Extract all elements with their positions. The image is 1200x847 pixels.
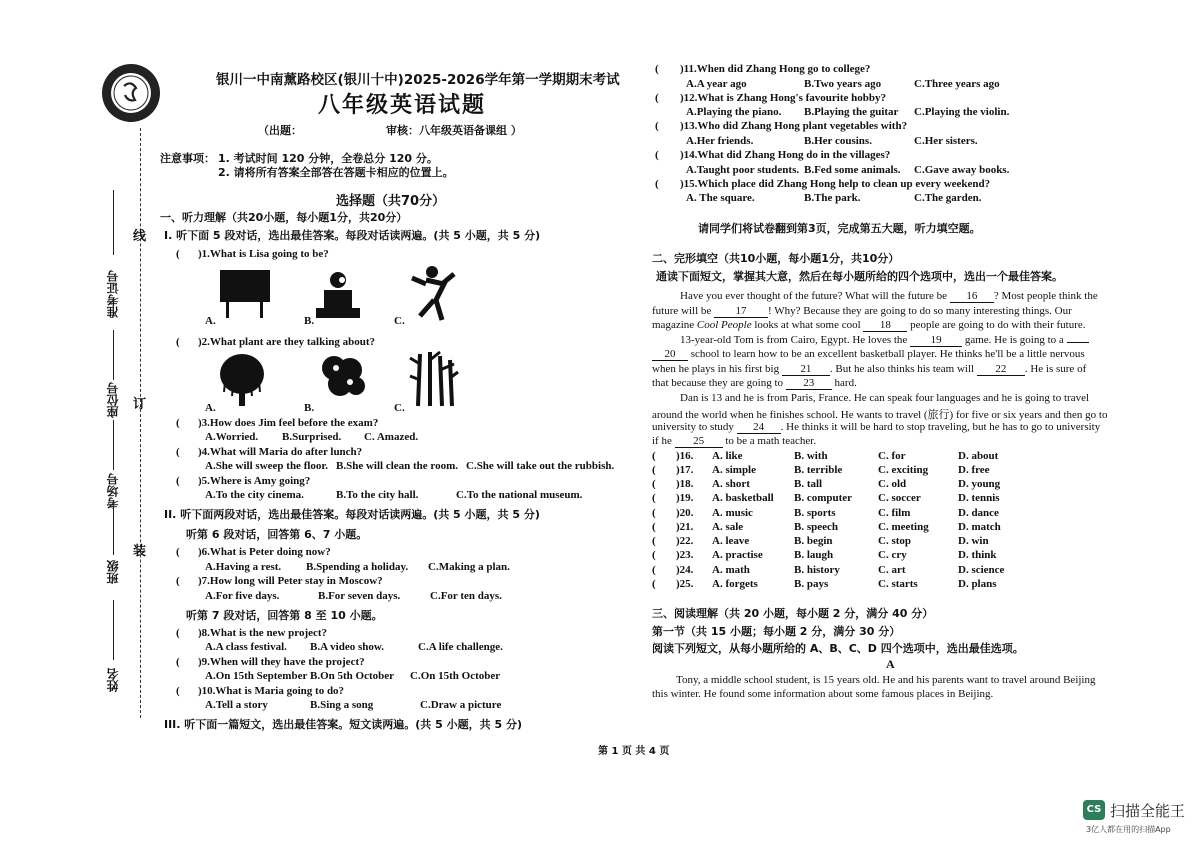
cloze-line-7: that because they are going to 23 hard. [652,377,857,389]
q15-text: )15.Which place did Zhang Hong help to clean up every weekend? [680,178,991,190]
seal-char-3: 装 [133,544,147,559]
cloze-num: )18. [676,478,694,490]
q5-option-b: B.To the city hall. [336,489,419,501]
q9-option-a: A.On 15th September [205,670,308,682]
cloze-opt-a: A. short [712,478,750,490]
cloze-opt-b: B. begin [794,535,833,547]
notice-1: 1. 考试时间 120 分钟，全卷总分 120 分。 [218,152,438,165]
q11-option-a: A.A year ago [686,78,747,90]
cloze-opt-d: D. about [958,450,999,462]
q11-option-c: C.Three years ago [914,78,1000,90]
cloze-opt-a: A. basketball [712,492,774,504]
q7-option-c: C.For ten days. [430,590,502,602]
part2-directions: 通读下面短文，掌握其大意，然后在每小题所给的四个选项中，选出一个最佳答案。 [656,270,1063,283]
school-seal-logo [100,62,162,124]
cloze-opt-b: B. tall [794,478,823,490]
q9-text: )9.When will they have the project? [198,656,365,668]
listening-sec-II: II. 听下面两段对话，选出最佳答案。每段对话读两遍。(共 5 小题，共 5 分) [164,508,540,521]
cloze-opt-d: D. win [958,535,989,547]
q14-option-a: A.Taught poor students. [686,164,800,176]
q7-option-a: A.For five days. [205,590,280,602]
cloze-opt-c: C. art [878,564,906,576]
cloze-opt-c: C. film [878,507,911,519]
q6-option-b: B.Spending a holiday. [306,561,409,573]
part3-section: 第一节（共 15 小题；每小题 2 分，满分 30 分） [652,625,901,638]
q1-c-label: C. [394,315,405,327]
cloze-line-8: Dan is 13 and he is from Paris, France. He can speak four languages and he is going to travel [680,392,1090,404]
q2-a-label: A. [205,402,216,414]
cloze-opt-b: B. terrible [794,464,843,476]
q1-b-label: B. [304,315,315,327]
cloze-line-2: future will be 17 ! Why? Because they are going to do so many interesting things. Our [652,305,1072,317]
part3-heading: 三、阅读理解（共 20 小题，每小题 2 分，满分 40 分） [652,607,934,620]
cloze-opt-b: B. with [794,450,828,462]
q4-text: )4.What will Maria do after lunch? [198,446,363,458]
q14-option-c: C.Gave away books. [914,164,1010,176]
listening-sec-III: III. 听下面一篇短文，选出最佳答案。短文读两遍。(共 5 小题，共 5 分) [164,718,522,731]
cloze-opt-a: A. like [712,450,743,462]
class-label: 班级 [106,560,120,584]
school-line: 银川一中南薰路校区(银川十中)2025-2026学年第一学期期末考试 [216,72,620,88]
notice-2: 2. 请将所有答案全部答在答题卡相应的位置上。 [218,166,454,179]
q3-option-b: B.Surprised. [282,431,342,443]
q2-text: )2.What plant are they talking about? [198,336,376,348]
blank-17: 17 [714,305,768,318]
cloze-line-11: if he 25 to be a math teacher. [652,435,817,447]
q15-option-a: A. The square. [686,192,755,204]
cloze-line-5: 20 school to learn how to be an excellent basketball player. He thinks he'll be a little nervous [652,348,1085,361]
q4-option-c: C.She will take out the rubbish. [466,460,615,472]
page-title: 八年级英语试题 [318,93,487,118]
q1-option-c-dancer-image [408,264,458,327]
cloze-opt-a: A. forgets [712,578,758,590]
cloze-opt-b: B. sports [794,507,836,519]
q9-option-b: B.On 5th October [310,670,395,682]
q12-text: )12.What is Zhang Hong's favourite hobby? [680,92,886,104]
q5-option-c: C.To the national museum. [456,489,583,501]
q2-c-label: C. [394,402,405,414]
q12-paren: ( [655,92,659,104]
cloze-opt-b: B. pays [794,578,829,590]
blank-21: 21 [782,363,830,376]
q11-option-b: B.Two years ago [804,78,882,90]
part3-directions: 阅读下列短文，从每小题所给的 A、B、C、D 四个选项中，选出最佳选项。 [652,642,1024,655]
q13-text: )13.Who did Zhang Hong plant vegetables with? [680,120,908,132]
q1-paren: ( [176,248,180,260]
cloze-num: )21. [676,521,694,533]
name-line [113,600,114,660]
cloze-opt-c: C. for [878,450,906,462]
q1-text: )1.What is Lisa going to be? [198,248,329,260]
exam-room-line [113,420,114,470]
q6-text: )6.What is Peter doing now? [198,546,331,558]
cloze-opt-c: C. exciting [878,464,929,476]
q14-paren: ( [655,149,659,161]
name-label: 姓名 [106,668,120,692]
q11-text: )11.When did Zhang Hong go to college? [680,63,871,75]
part1-heading: 一、听力理解（共20小题，每小题1分，共20分） [160,211,408,224]
cloze-opt-d: D. match [958,521,1001,533]
q8-paren: ( [176,627,180,639]
q8-text: )8.What is the new project? [198,627,328,639]
cloze-opt-d: D. plans [958,578,997,590]
q10-paren: ( [176,685,180,697]
seal-line [140,128,141,718]
q1-option-b-doctor-image [312,268,362,327]
q10-option-b: B.Sing a song [310,699,374,711]
ticket-no-line [113,190,114,255]
blank-22: 22 [977,363,1025,376]
cloze-opt-b: B. computer [794,492,853,504]
blank-19: 19 [910,334,962,347]
cloze-opt-a: A. leave [712,535,750,547]
cloze-opt-a: A. math [712,564,750,576]
q15-option-b: B.The park. [804,192,861,204]
cloze-num: )16. [676,450,694,462]
cloze-line-3: magazine Cool People looks at what some cool 18 people are going to do with their future. [652,319,1086,331]
q2-option-a-willow-tree-image [216,352,268,413]
part2-heading: 二、完形填空（共10小题，每小题1分，共10分） [652,252,900,265]
notice-label: 注意事项： [160,152,215,165]
q15-paren: ( [655,178,659,190]
q7-text: )7.How long will Peter stay in Moscow? [198,575,383,587]
cloze-opt-a: A. music [712,507,753,519]
q12-option-b: B.Playing the guitar [804,106,899,118]
cloze-line-6: when he plays in his first big 21 . But he also thinks his team will 22 . He is sure of [652,363,1087,375]
q6-option-c: C.Making a plan. [428,561,510,573]
cloze-opt-c: C. meeting [878,521,929,533]
seal-char-1: 线 [133,229,147,244]
cloze-line-1: Have you ever thought of the future? What will the future be 16 ? Most people think the [680,290,1098,302]
cloze-line-4: 13-year-old Tom is from Cairo, Egypt. He loves the 19 game. He is going to a [680,334,1089,347]
cloze-opt-d: D. science [958,564,1005,576]
q5-text: )5.Where is Amy going? [198,475,311,487]
cloze-opt-d: D. think [958,549,997,561]
ticket-no-label: 准考证号 [106,270,120,318]
q8-option-c: C.A life challenge. [418,641,503,653]
q10-text: )10.What is Maria going to do? [198,685,345,697]
q1-a-label: A. [205,315,216,327]
q14-option-b: B.Fed some animals. [804,164,901,176]
q3-text: )3.How does Jim feel before the exam? [198,417,379,429]
q13-option-c: C.Her sisters. [914,135,978,147]
cloze-num: )20. [676,507,694,519]
q4-option-a: A.She will sweep the floor. [205,460,329,472]
q2-option-b-fruit-tree-image [316,352,368,413]
q3-paren: ( [176,417,180,429]
q6-option-a: A.Having a rest. [205,561,282,573]
q7-option-b: B.For seven days. [318,590,401,602]
q9-option-c: C.On 15th October [410,670,501,682]
q8-option-b: B.A video show. [310,641,384,653]
blank-25: 25 [675,435,723,448]
q6-paren: ( [176,546,180,558]
passage-line-2: this winter. He found some information about some famous places in Beijing. [652,688,994,700]
q12-option-a: A.Playing the piano. [686,106,782,118]
class-line [113,500,114,555]
section-title: 选择题（共70分） [336,194,446,209]
passage-line-1: Tony, a middle school student, is 15 years old. He and his parents want to travel around Beijing [676,674,1096,686]
camscanner-name: 扫描全能王 [1110,802,1186,820]
dialog6-instruction: 听第 6 段对话，回答第 6、7 小题。 [186,528,368,541]
seal-char-2: 订 [133,397,147,412]
q4-option-b: B.She will clean the room. [336,460,459,472]
cloze-num: )22. [676,535,694,547]
passage-label: A [886,657,895,671]
cloze-opt-d: D. tennis [958,492,1000,504]
q3-option-a: A.Worried. [205,431,259,443]
seat-no-line [113,330,114,380]
cloze-num: )24. [676,564,694,576]
q4-paren: ( [176,446,180,458]
q2-paren: ( [176,336,180,348]
q1-option-a-blackboard-image [218,268,273,327]
blank-23: 23 [786,377,832,390]
blank-18: 18 [863,319,907,332]
cloze-opt-c: C. starts [878,578,918,590]
q11-paren: ( [655,63,659,75]
q8-option-a: A.A class festival. [205,641,287,653]
cloze-opt-d: D. young [958,478,1001,490]
cloze-opt-a: A. sale [712,521,744,533]
seat-no-label: 座位号 [106,382,120,418]
cloze-num: )23. [676,549,694,561]
dialog7-instruction: 听第 7 段对话，回答第 8 至 10 小题。 [186,609,383,622]
q15-option-c: C.The garden. [914,192,982,204]
exam-room-label: 考场号 [106,473,120,509]
blank-20: 20 [652,348,688,361]
cloze-opt-d: D. dance [958,507,999,519]
q7-paren: ( [176,575,180,587]
q13-option-a: A.Her friends. [686,135,754,147]
cloze-opt-a: A. practise [712,549,763,561]
cloze-opt-a: A. simple [712,464,756,476]
q5-paren: ( [176,475,180,487]
cloze-opt-c: C. cry [878,549,907,561]
cloze-opt-b: B. laugh [794,549,834,561]
q5-option-a: A.To the city cinema. [205,489,304,501]
cloze-opt-b: B. speech [794,521,838,533]
turn-page-note: 请同学们将试卷翻到第3页，完成第五大题，听力填空题。 [698,222,981,235]
blank-16: 16 [950,290,994,303]
q2-b-label: B. [304,402,315,414]
cloze-opt-c: C. stop [878,535,912,547]
cloze-opt-d: D. free [958,464,990,476]
q10-option-c: C.Draw a picture [420,699,502,711]
page-number: 第 1 页 共 4 页 [598,746,670,757]
reviewer: 审核：八年级英语备课组 ） [386,124,522,137]
cloze-line-9: around the world when he finishes school. He wants to travel (旅行) for five or six years and then go to [652,409,1108,421]
q3-option-c: C. Amazed. [364,431,419,443]
cloze-opt-c: C. soccer [878,492,921,504]
q12-option-c: C.Playing the violin. [914,106,1010,118]
cloze-line-10: university to study 24 . He thinks it will be hard to stop traveling, but he has to go to university [652,421,1101,433]
q13-paren: ( [655,120,659,132]
cloze-num: )25. [676,578,694,590]
listening-sec-I: I. 听下面 5 段对话，选出最佳答案。每段对话读两遍。(共 5 小题，共 5 分) [164,229,541,242]
cloze-num: )17. [676,464,694,476]
q14-text: )14.What did Zhang Hong do in the villages? [680,149,891,161]
q10-option-a: A.Tell a story [205,699,268,711]
blank-24: 24 [737,421,781,434]
q9-paren: ( [176,656,180,668]
camscanner-tagline: 3亿人都在用的扫描App [1086,825,1171,834]
q2-option-c-bamboo-image [408,350,460,413]
cloze-opt-b: B. history [794,564,840,576]
camscanner-logo-icon: CS [1083,800,1105,820]
setter: （出题： [258,124,302,137]
cloze-num: )19. [676,492,694,504]
cloze-opt-c: C. old [878,478,907,490]
q13-option-b: B.Her cousins. [804,135,872,147]
